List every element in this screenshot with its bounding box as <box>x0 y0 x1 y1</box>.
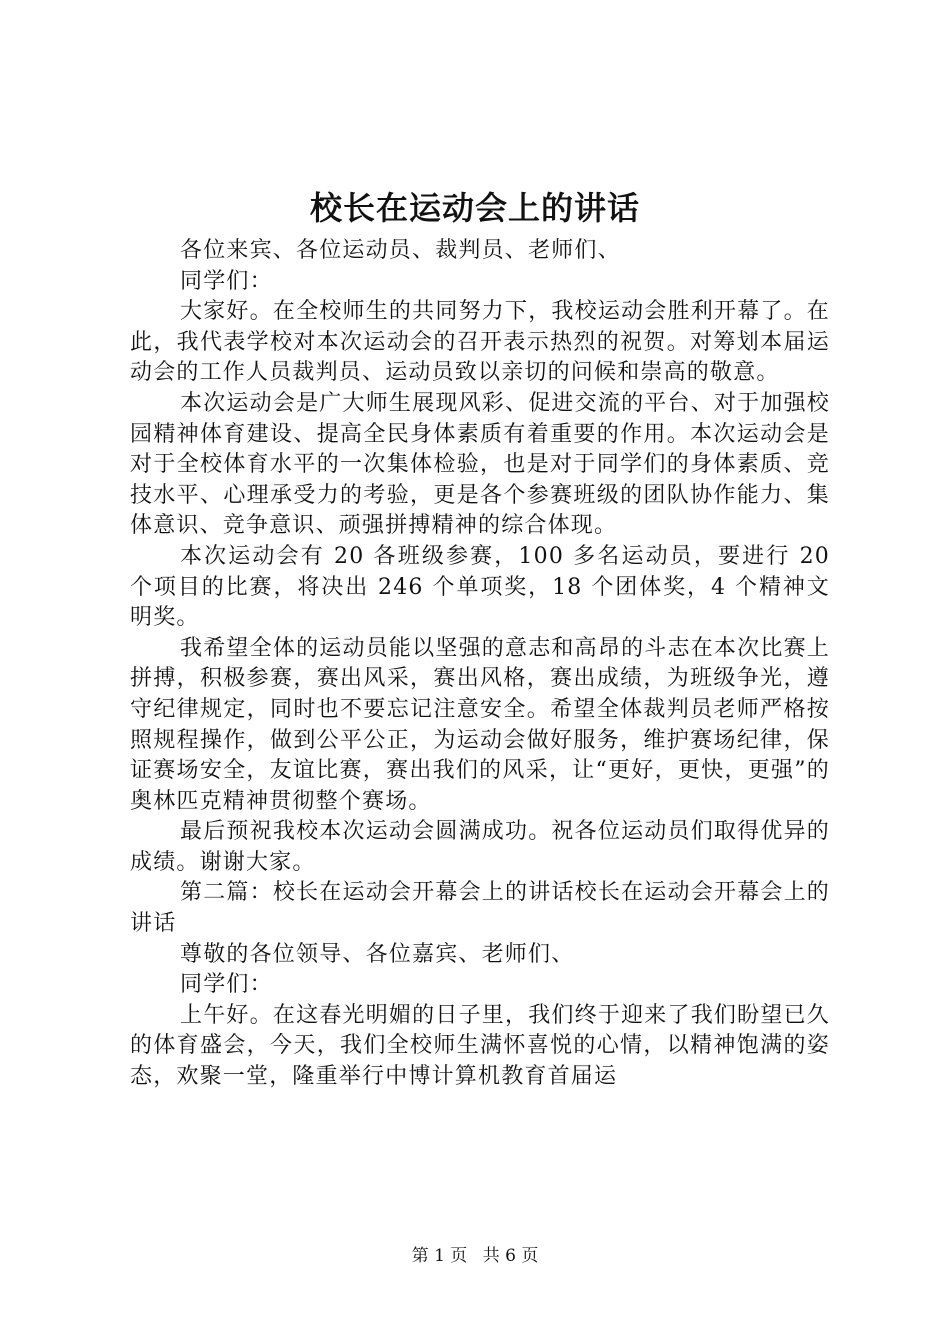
page-total: 共 6 页 <box>482 1246 539 1266</box>
paragraph-significance: 本次运动会是广大师生展现风彩、促进交流的平台、对于加强校园精神体育建设、提高全民身体素质有着重要的作用。本次运动会是对于全校体育水平的一次集体检验，也是对于同学们的身体素质、竞技水平、心理承受力的考验，更是各个参赛班级的团队协作能力、集体意识、竞争意识、顽强拼搏精神的综合体现。 <box>130 390 830 539</box>
document-title: 校长在运动会上的讲话 <box>309 189 640 227</box>
salutation-line-3: 尊敬的各位领导、各位嘉宾、老师们、 <box>180 941 575 967</box>
paragraph-statistics: 本次运动会有 20 各班级参赛，100 多名运动员，要进行 20 个项目的比赛，将决出 246 个单项奖，18 个团体奖，4 个精神文明奖。 <box>130 543 830 631</box>
page-number: 第 1 页 <box>411 1246 468 1266</box>
paragraph-opening-part-two: 上午好。在这春光明媚的日子里，我们终于迎来了我们盼望已久的体育盛会，今天，我们全校师生满怀喜悦的心情，以精神饱满的姿态，欢聚一堂，隆重举行中博计算机教育首届运 <box>130 1002 830 1090</box>
paragraph-closing: 最后预祝我校本次运动会圆满成功。祝各位运动员们取得优异的成绩。谢谢大家。 <box>130 819 830 875</box>
salutation-line-2: 同学们： <box>180 268 273 294</box>
paragraph-hopes: 我希望全体的运动员能以坚强的意志和高昂的斗志在本次比赛上拼搏，积极参赛，赛出风采，赛出风格，赛出成绩，为班级争光，遵守纪律规定，同时也不要忘记注意安全。希望全体裁判员老师严格按照规程操作，做到公平公正，为运动会做好服务，维护赛场纪律，保证赛场安全，友谊比赛，赛出我们的风采，让“更好，更快，更强”的奥林匹克精神贯彻整个赛场。 <box>130 635 830 814</box>
section-heading-part-two: 第二篇：校长在运动会开幕会上的讲话校长在运动会开幕会上的讲话 <box>130 880 830 937</box>
salutation-line-1: 各位来宾、各位运动员、裁判员、老师们、 <box>180 238 621 263</box>
page-footer <box>0 1245 950 1267</box>
paragraph-greeting: 大家好。在全校师生的共同努力下，我校运动会胜利开幕了。在此，我代表学校对本次运动会的召开表示热烈的祝贺。对筹划本届运动会的工作人员裁判员、运动员致以亲切的问候和崇高的敬意。 <box>130 299 830 386</box>
salutation-line-4: 同学们： <box>180 972 273 998</box>
document-body <box>130 236 830 1093</box>
